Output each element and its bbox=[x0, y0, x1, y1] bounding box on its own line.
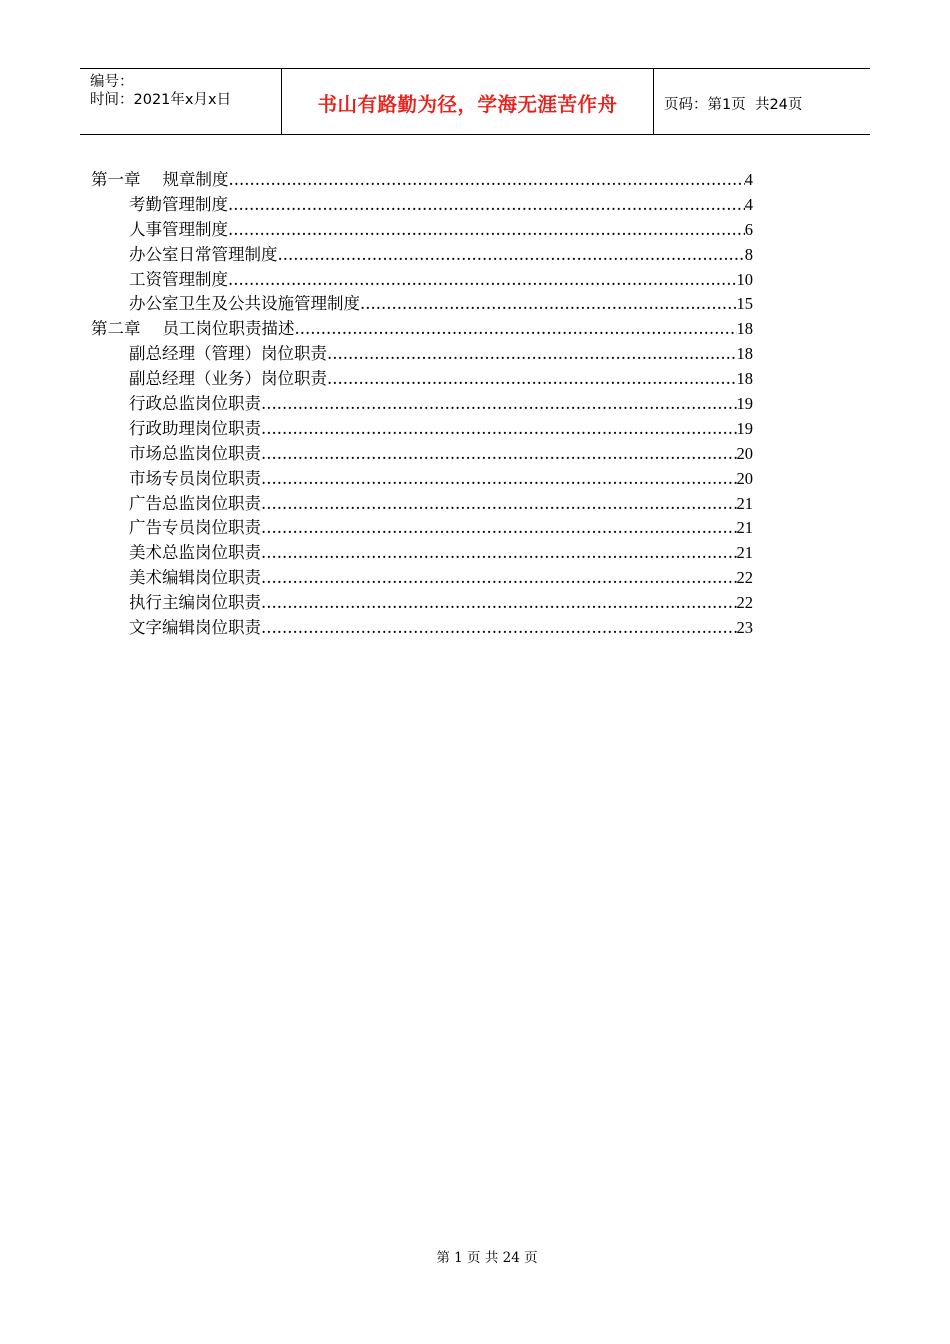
toc-entry-text: 副总经理（业务）岗位职责 bbox=[129, 369, 327, 389]
toc-page-number: 4 bbox=[744, 170, 753, 189]
page-footer bbox=[0, 1246, 950, 1266]
toc-dot-leader bbox=[228, 268, 737, 293]
toc-entry[interactable] bbox=[91, 442, 753, 467]
toc-entry-title bbox=[129, 268, 228, 293]
toc-entry-title bbox=[129, 492, 261, 517]
toc-entry[interactable] bbox=[91, 516, 753, 541]
toc-entry-text: 行政总监岗位职责 bbox=[129, 394, 261, 414]
toc-chapter-entry[interactable] bbox=[91, 317, 753, 342]
toc-page-number: 18 bbox=[736, 344, 753, 364]
toc-entry-text: 市场专员岗位职责 bbox=[129, 468, 261, 488]
footer-page-number: 第 1 页 共 24 页 bbox=[436, 1250, 538, 1266]
toc-entry-text: 考勤管理制度 bbox=[129, 194, 228, 214]
toc-dot-leader bbox=[261, 492, 737, 517]
toc-dot-leader bbox=[228, 193, 745, 218]
toc-dot-leader bbox=[261, 516, 737, 541]
toc-entry[interactable] bbox=[91, 566, 753, 591]
toc-entry-text: 执行主编岗位职责 bbox=[129, 593, 261, 613]
toc-entry-title bbox=[129, 541, 261, 566]
toc-entry[interactable] bbox=[91, 367, 753, 392]
toc-entry-text: 工资管理制度 bbox=[129, 269, 228, 289]
toc-page-number: 18 bbox=[736, 369, 753, 389]
toc-entry-title bbox=[129, 566, 261, 591]
toc-entry-title bbox=[91, 317, 295, 342]
toc-entry-title bbox=[129, 367, 327, 392]
toc-entry-text: 办公室日常管理制度 bbox=[129, 244, 278, 264]
toc-page-number: 21 bbox=[736, 543, 753, 563]
toc-entry-title bbox=[129, 616, 261, 641]
toc-dot-leader bbox=[229, 168, 745, 193]
toc-entry[interactable] bbox=[91, 392, 753, 417]
toc-entry[interactable] bbox=[91, 417, 753, 442]
toc-entry-text: 副总经理（管理）岗位职责 bbox=[129, 344, 327, 364]
header-motto-cell bbox=[282, 69, 654, 134]
toc-page-number: 23 bbox=[736, 618, 753, 638]
toc-entry[interactable] bbox=[91, 292, 753, 317]
toc-dot-leader bbox=[360, 292, 737, 317]
toc-page-number: 20 bbox=[736, 468, 753, 488]
toc-entry[interactable] bbox=[91, 193, 753, 218]
toc-dot-leader bbox=[261, 591, 737, 616]
toc-entry-text: 广告专员岗位职责 bbox=[129, 518, 261, 538]
toc-dot-leader bbox=[261, 566, 737, 591]
header-page-cell bbox=[654, 69, 870, 134]
toc-entry-title bbox=[129, 442, 261, 467]
toc-page-number: 10 bbox=[736, 269, 753, 289]
toc-entry-text: 文字编辑岗位职责 bbox=[129, 618, 261, 638]
toc-dot-leader bbox=[261, 541, 737, 566]
toc-entry-text: 人事管理制度 bbox=[129, 219, 228, 239]
toc-entry-title bbox=[129, 467, 261, 492]
toc-entry-title bbox=[129, 516, 261, 541]
toc-entry-title bbox=[129, 417, 261, 442]
toc-chapter-number: 第一章 bbox=[91, 170, 141, 189]
toc-entry-title bbox=[129, 243, 278, 268]
toc-entry[interactable] bbox=[91, 243, 753, 268]
toc-dot-leader bbox=[261, 392, 737, 417]
motto-text: 书山有路勤为径，学海无涯苦作舟 bbox=[317, 92, 618, 116]
toc-entry-text: 广告总监岗位职责 bbox=[129, 493, 261, 513]
toc-entry-text: 市场总监岗位职责 bbox=[129, 443, 261, 463]
toc-page-number: 18 bbox=[736, 319, 753, 339]
toc-entry[interactable] bbox=[91, 541, 753, 566]
toc-dot-leader bbox=[261, 442, 737, 467]
toc-entry-text: 规章制度 bbox=[162, 170, 229, 189]
toc-entry-text: 办公室卫生及公共设施管理制度 bbox=[129, 294, 360, 314]
toc-entry-text: 美术编辑岗位职责 bbox=[129, 568, 261, 588]
toc-entry[interactable] bbox=[91, 342, 753, 367]
toc-dot-leader bbox=[261, 616, 737, 641]
toc-page-number: 22 bbox=[736, 568, 753, 588]
toc-entry-title bbox=[91, 168, 229, 193]
toc-dot-leader bbox=[261, 417, 737, 442]
toc-page-number: 20 bbox=[736, 443, 753, 463]
date-label: 时间：2021年x月x日 bbox=[90, 92, 232, 108]
page-header bbox=[80, 68, 870, 135]
toc-entry-text: 员工岗位职责描述 bbox=[162, 319, 295, 339]
toc-page-number: 6 bbox=[744, 219, 753, 239]
toc-entry-text: 行政助理岗位职责 bbox=[129, 418, 261, 438]
toc-page-number: 8 bbox=[744, 244, 753, 264]
toc-dot-leader bbox=[295, 317, 737, 342]
toc-entry-title bbox=[129, 218, 228, 243]
toc-dot-leader bbox=[228, 218, 745, 243]
toc-entry-title bbox=[129, 292, 360, 317]
toc-dot-leader bbox=[278, 243, 745, 268]
toc-chapter-number: 第二章 bbox=[91, 319, 141, 339]
toc-dot-leader bbox=[261, 467, 737, 492]
toc-entry-text: 美术总监岗位职责 bbox=[129, 543, 261, 563]
page-info: 页码：第1页 共24页 bbox=[664, 96, 803, 113]
toc-entry-title bbox=[129, 392, 261, 417]
toc-entry[interactable] bbox=[91, 467, 753, 492]
toc-entry-title bbox=[129, 591, 261, 616]
toc-entry[interactable] bbox=[91, 218, 753, 243]
toc-entry[interactable] bbox=[91, 268, 753, 293]
toc-entry-title bbox=[129, 342, 327, 367]
toc-page-number: 19 bbox=[736, 418, 753, 438]
toc-page-number: 4 bbox=[744, 194, 753, 214]
toc-chapter-entry[interactable] bbox=[91, 168, 753, 193]
toc-dot-leader bbox=[327, 342, 737, 367]
toc-entry[interactable] bbox=[91, 492, 753, 517]
serial-number-label: 编号： bbox=[90, 74, 134, 90]
table-of-contents bbox=[91, 168, 753, 641]
toc-entry-title bbox=[129, 193, 228, 218]
toc-page-number: 21 bbox=[736, 518, 753, 538]
toc-entry[interactable] bbox=[91, 616, 753, 641]
toc-entry[interactable] bbox=[91, 591, 753, 616]
toc-dot-leader bbox=[327, 367, 737, 392]
header-meta-cell bbox=[80, 69, 282, 134]
toc-page-number: 21 bbox=[736, 493, 753, 513]
toc-page-number: 15 bbox=[736, 294, 753, 314]
toc-page-number: 22 bbox=[736, 593, 753, 613]
toc-page-number: 19 bbox=[736, 394, 753, 414]
